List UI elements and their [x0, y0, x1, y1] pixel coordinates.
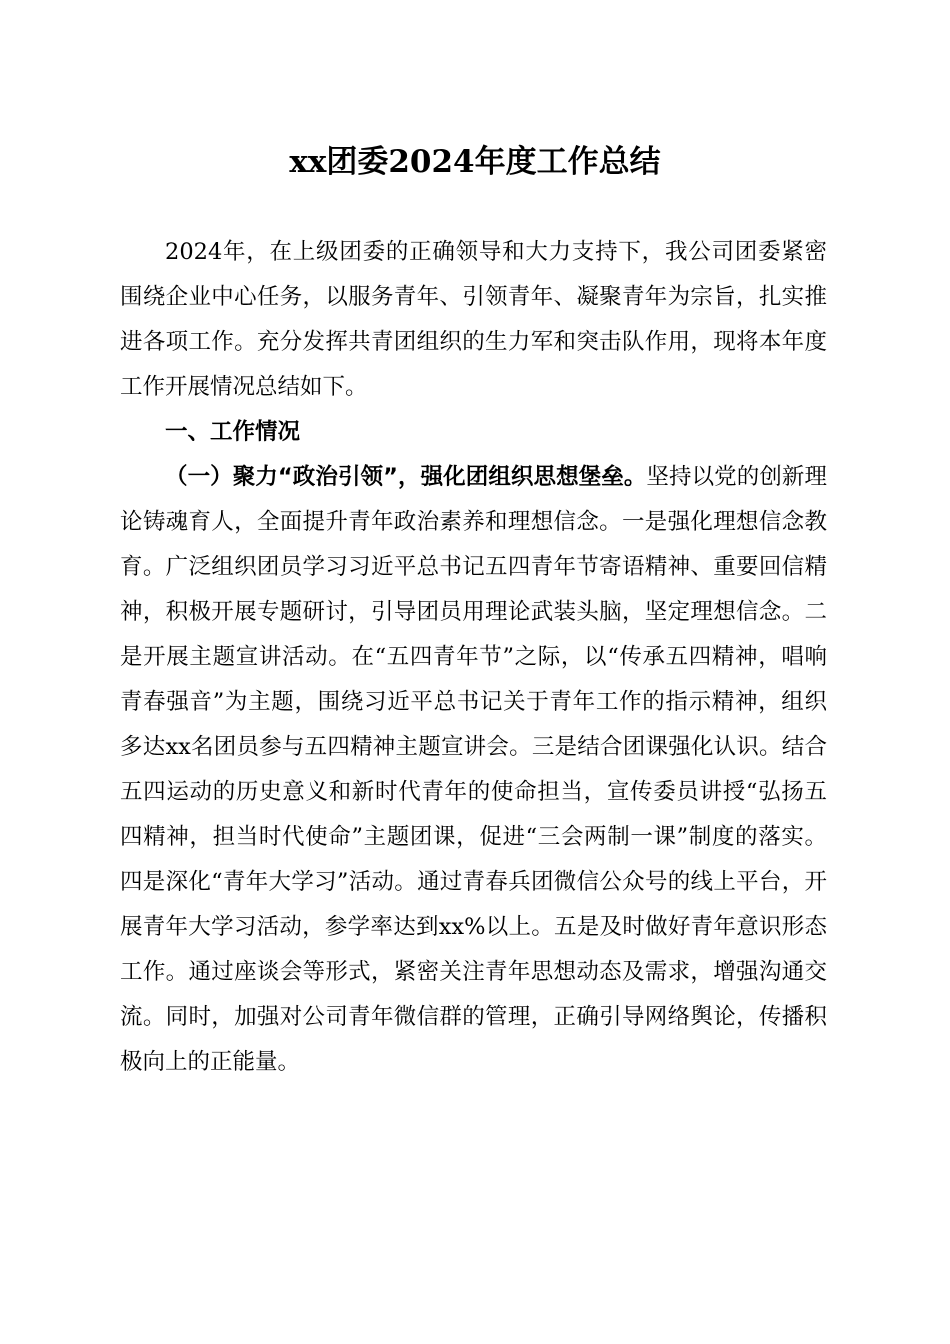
- document-title: xx团委2024年度工作总结: [289, 144, 661, 180]
- intro-paragraph: 2024年，在上级团委的正确领导和大力支持下，我公司团委紧密围绕企业中心任务，以服务青年、引领青年、凝聚青年为宗旨，扎实推进各项工作。充分发挥共青团组织的生力军和突击队作用，现将本年度工作开展情况总结如下。: [120, 239, 827, 400]
- subsection-lead: （一）聚力“政治引领”，强化团组织思想堡垒。: [165, 464, 647, 490]
- section-heading: 一、工作情况: [165, 419, 301, 445]
- subsection-body: 坚持以党的创新理论铸魂育人，全面提升青年政治素养和理想信念。一是强化理想信念教育。广泛组织团员学习习近平总书记五四青年节寄语精神、重要回信精神，积极开展专题研讨，引导团员用理论武装头脑，坚定理想信念。二是开展主题宣讲活动。在“五四青年节”之际，以“传承五四精神，唱响青春强音”为主题，围绕习近平总书记关于青年工作的指示精神，组织多达xx名团员参与五四精神主题宣讲会。三是结合团课强化认识。结合五四运动的历史意义和新时代青年的使命担当，宣传委员讲授“弘扬五四精神，担当时代使命”主题团课，促进“三会两制一课”制度的落实。四是深化“青年大学习”活动。通过青春兵团微信公众号的线上平台，开展青年大学习活动，参学率达到xx%以上。五是及时做好青年意识形态工作。通过座谈会等形式，紧密关注青年思想动态及需求，增强沟通交流。同时，加强对公司青年微信群的管理，正确引导网络舆论，传播积极向上的正能量。: [120, 464, 827, 1075]
- subsection-paragraph: [120, 455, 827, 1085]
